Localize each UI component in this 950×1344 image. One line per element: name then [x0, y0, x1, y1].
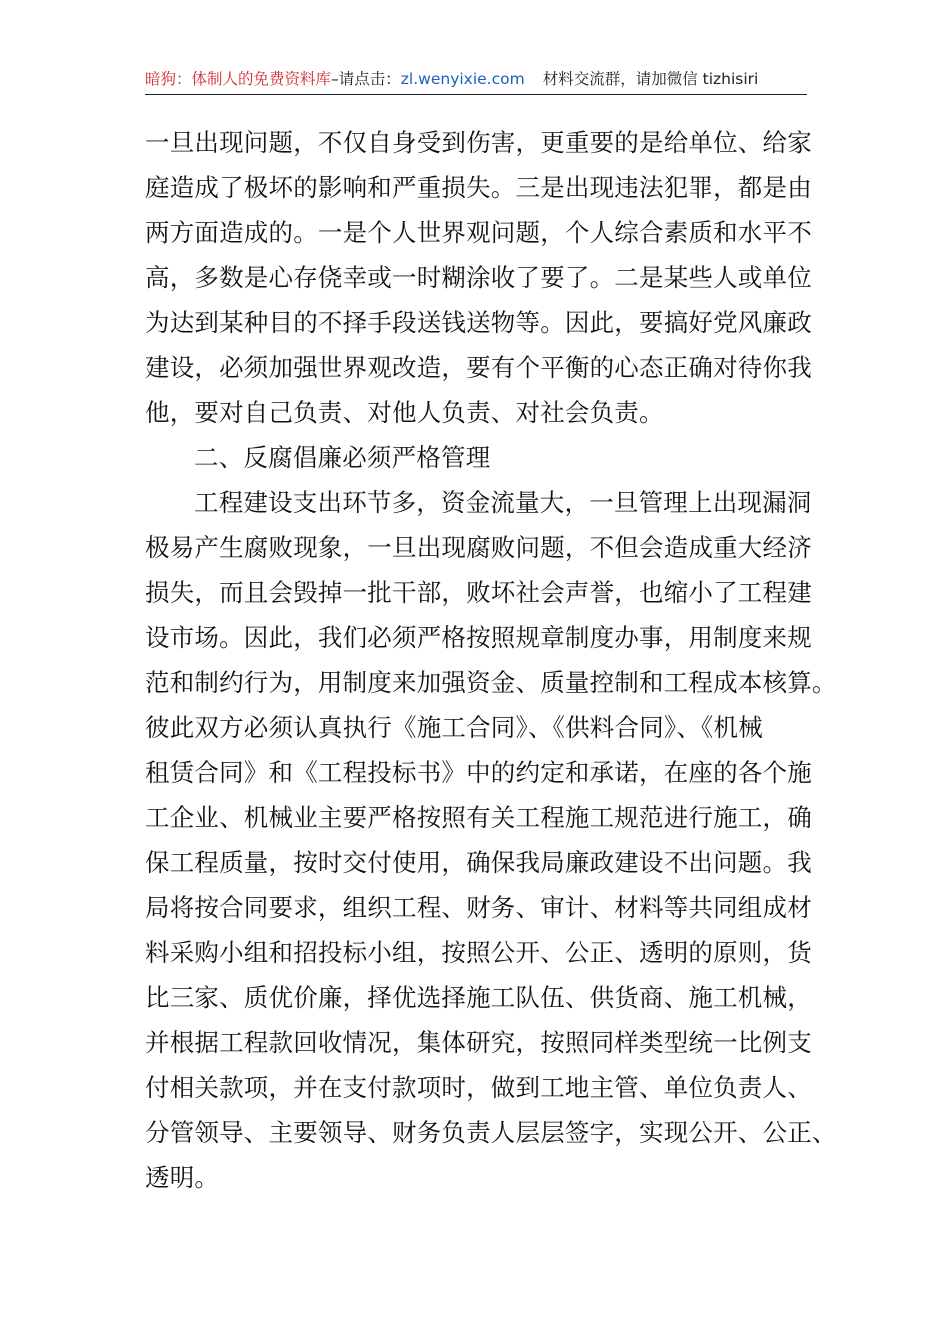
text-line: 保工程质量，按时交付使用，确保我局廉政建设不出问题。我 — [145, 848, 812, 877]
header-link[interactable]: zl.wenyixie.com — [400, 70, 525, 88]
text-line: 料采购小组和招投标小组，按照公开、公正、透明的原则，货 — [145, 938, 812, 967]
text-line: 极易产生腐败现象，一旦出现腐败问题，不但会造成重大经济 — [145, 533, 812, 562]
section-heading: 二、反腐倡廉必须严格管理 — [194, 443, 491, 472]
text-line: 工程建设支出环节多，资金流量大，一旦管理上出现漏洞 — [194, 488, 812, 517]
text-line: 透明。 — [145, 1163, 220, 1192]
text-line: 付相关款项，并在支付款项时，做到工地主管、单位负责人、 — [145, 1073, 812, 1102]
text-line: 并根据工程款回收情况，集体研究，按照同样类型统一比例支 — [145, 1028, 812, 1057]
text-line: 他，要对自己负责、对他人负责、对社会负责。 — [145, 398, 664, 427]
text-line: 两方面造成的。一是个人世界观问题，个人综合素质和水平不 — [145, 218, 812, 247]
text-line: 彼此双方必须认真执行《施工合同》、《供料合同》、《机械 — [145, 713, 763, 742]
page-header — [145, 64, 807, 95]
text-line: 建设，必须加强世界观改造，要有个平衡的心态正确对待你我 — [145, 353, 812, 382]
header-click-prefix: –请点击： — [331, 70, 401, 88]
header-brand: 暗狗：体制人的免费资料库 — [145, 70, 332, 88]
text-line: 范和制约行为，用制度来加强资金、质量控制和工程成本核算。 — [145, 668, 837, 697]
text-line: 设市场。因此，我们必须严格按照规章制度办事，用制度来规 — [145, 623, 812, 652]
text-line: 比三家、质优价廉，择优选择施工队伍、供货商、施工机械， — [145, 983, 812, 1012]
text-line: 一旦出现问题，不仅自身受到伤害，更重要的是给单位、给家 — [145, 128, 812, 157]
text-line: 租赁合同》和《工程投标书》中的约定和承诺，在座的各个施 — [145, 758, 812, 787]
text-line: 庭造成了极坏的影响和严重损失。三是出现违法犯罪，都是由 — [145, 173, 812, 202]
text-line: 损失，而且会毁掉一批干部，败坏社会声誉，也缩小了工程建 — [145, 578, 812, 607]
header-contact: 材料交流群，请加微信 tizhisiri — [542, 70, 759, 88]
text-line: 高，多数是心存侥幸或一时糊涂收了要了。二是某些人或单位 — [145, 263, 812, 292]
text-line: 工企业、机械业主要严格按照有关工程施工规范进行施工，确 — [145, 803, 812, 832]
body-text — [145, 120, 835, 1200]
text-line: 分管领导、主要领导、财务负责人层层签字，实现公开、公正、 — [145, 1118, 837, 1147]
text-line: 局将按合同要求，组织工程、财务、审计、材料等共同组成材 — [145, 893, 812, 922]
text-line: 为达到某种目的不择手段送钱送物等。因此，要搞好党风廉政 — [145, 308, 812, 337]
